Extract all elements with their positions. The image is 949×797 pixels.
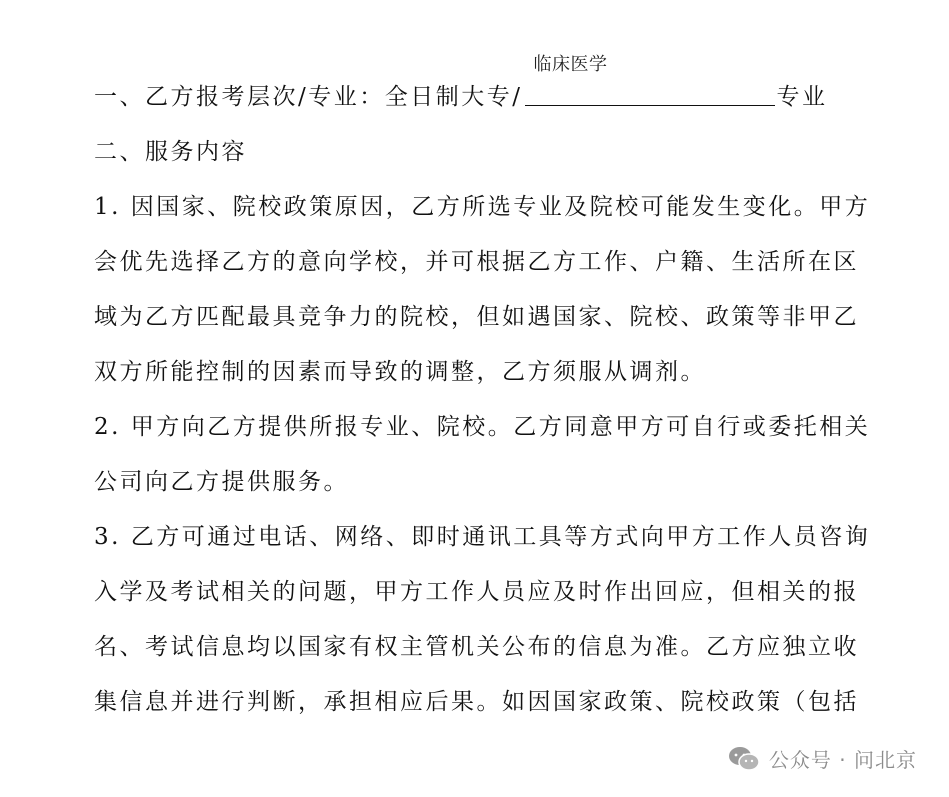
paragraph-line: 名、考试信息均以国家有权主管机关公布的信息为准。乙方应独立收 xyxy=(94,634,859,660)
document-body xyxy=(94,54,871,730)
enrollment-level-label: 一、乙方报考层次/专业：全日制大专/ xyxy=(94,84,523,110)
enrollment-level-row xyxy=(94,54,834,125)
paragraph-line: 双方所能控制的因素而导致的调整，乙方须服从调剂。 xyxy=(94,359,706,385)
paragraph-line: 公司向乙方提供服务。 xyxy=(94,469,349,495)
paragraph-line: 入学及考试相关的问题，甲方工作人员应及时作出回应，但相关的报 xyxy=(94,579,859,605)
paragraph-line: 集信息并进行判断，承担相应后果。如因国家政策、院校政策（包括 xyxy=(94,689,859,715)
watermark-text: 公众号 · 问北京 xyxy=(768,748,917,772)
paragraph-line: 会优先选择乙方的意向学校，并可根据乙方工作、户籍、生活所在区 xyxy=(94,249,859,275)
paragraph-line: 3. 乙方可通过电话、网络、即时通讯工具等方式向甲方工作人员咨询 xyxy=(94,524,871,550)
watermark xyxy=(727,744,917,773)
major-suffix: 专业 xyxy=(776,84,828,110)
paragraph-line: 2. 甲方向乙方提供所报专业、院校。乙方同意甲方可自行或委托相关 xyxy=(94,414,871,440)
wechat-icon xyxy=(727,745,761,773)
handwritten-major: 临床医学 xyxy=(533,54,608,75)
paragraph-line: 域为乙方匹配最具竞争力的院校，但如遇国家、院校、政策等非甲乙 xyxy=(94,304,859,330)
paragraph-line: 1. 因国家、院校政策原因，乙方所选专业及院校可能发生变化。甲方 xyxy=(94,194,871,220)
major-fill-blank xyxy=(525,54,775,106)
section-title-services: 二、服务内容 xyxy=(94,139,247,165)
